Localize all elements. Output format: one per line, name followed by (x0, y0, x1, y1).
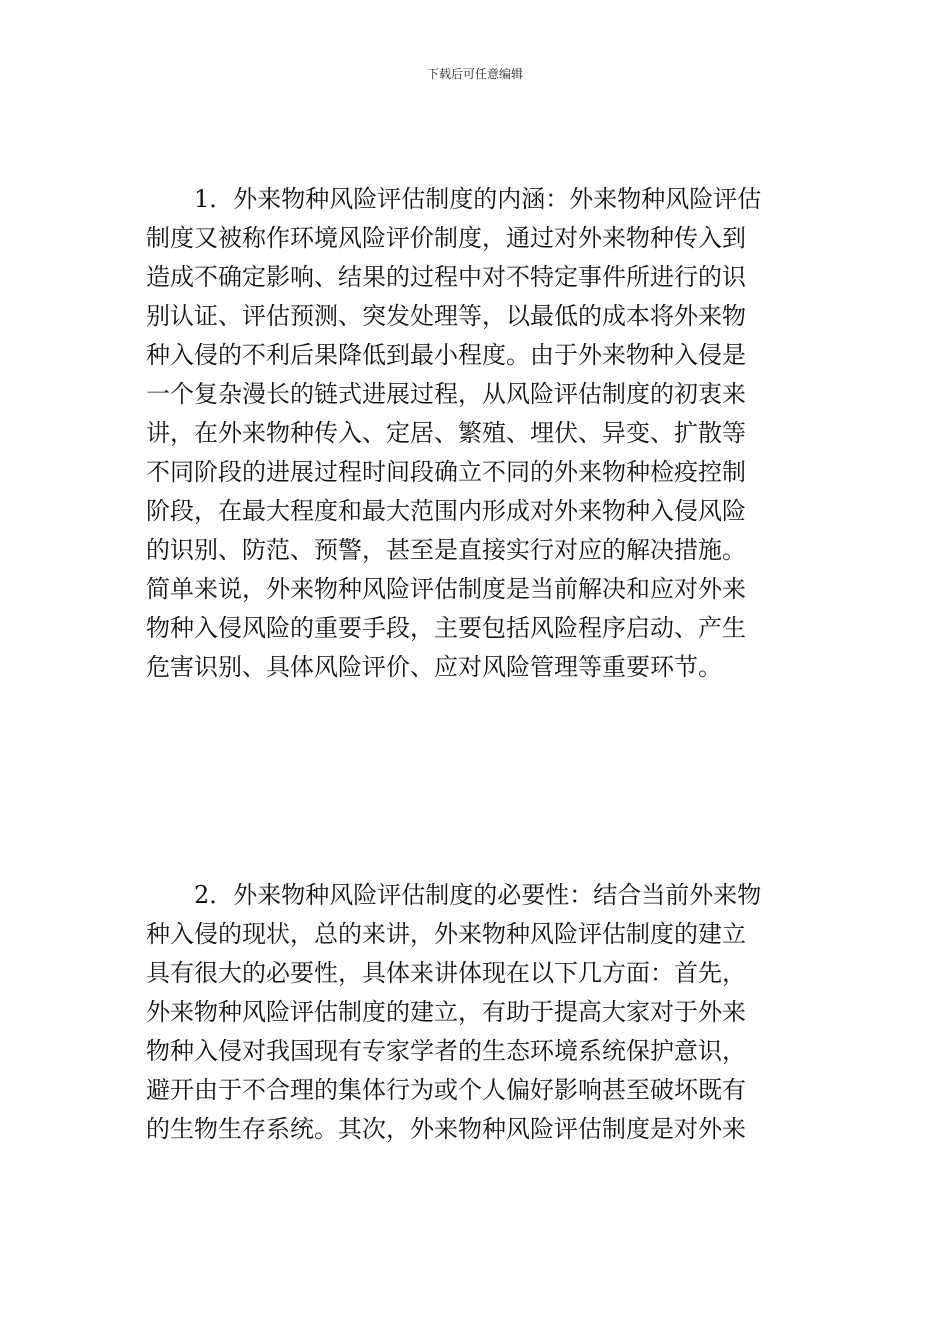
paragraph-line: 2．外来物种风险评估制度的必要性：结合当前外来物 (194, 881, 762, 909)
paragraph-line: 种入侵的现状，总的来讲，外来物种风险评估制度的建立 (146, 920, 746, 948)
paragraph-necessity (146, 876, 806, 1149)
page-header: 下载后可任意编辑 (426, 67, 523, 81)
paragraph-line: 阶段，在最大程度和最大范围内形成对外来物种入侵风险 (146, 497, 746, 525)
paragraph-line: 一个复杂漫长的链式进展过程，从风险评估制度的初衷来 (146, 380, 746, 408)
paragraph-line: 的生物生存系统。其次，外来物种风险评估制度是对外来 (146, 1115, 746, 1143)
paragraph-line: 的识别、防范、预警，甚至是直接实行对应的解决措施。 (146, 536, 746, 564)
paragraph-line: 危害识别、具体风险评价、应对风险管理等重要环节。 (146, 653, 722, 681)
paragraph-line: 简单来说，外来物种风险评估制度是当前解决和应对外来 (146, 575, 746, 603)
paragraph-line: 物种入侵对我国现有专家学者的生态环境系统保护意识， (146, 1037, 746, 1065)
paragraph-line: 造成不确定影响、结果的过程中对不特定事件所进行的识 (146, 263, 746, 291)
paragraph-line: 避开由于不合理的集体行为或个人偏好影响甚至破坏既有 (146, 1076, 746, 1104)
paragraph-definition (146, 180, 806, 687)
paragraph-line: 不同阶段的进展过程时间段确立不同的外来物种检疫控制 (146, 458, 746, 486)
paragraph-line: 种入侵的不利后果降低到最小程度。由于外来物种入侵是 (146, 341, 746, 369)
paragraph-line: 讲，在外来物种传入、定居、繁殖、埋伏、异变、扩散等 (146, 419, 746, 447)
paragraph-line: 物种入侵风险的重要手段，主要包括风险程序启动、产生 (146, 614, 746, 642)
paragraph-line: 外来物种风险评估制度的建立，有助于提高大家对于外来 (146, 998, 746, 1026)
paragraph-line: 1．外来物种风险评估制度的内涵：外来物种风险评估 (194, 185, 762, 213)
paragraph-line: 别认证、评估预测、突发处理等，以最低的成本将外来物 (146, 302, 746, 330)
paragraph-line: 制度又被称作环境风险评价制度，通过对外来物种传入到 (146, 224, 746, 252)
paragraph-line: 具有很大的必要性，具体来讲体现在以下几方面：首先， (146, 959, 746, 987)
